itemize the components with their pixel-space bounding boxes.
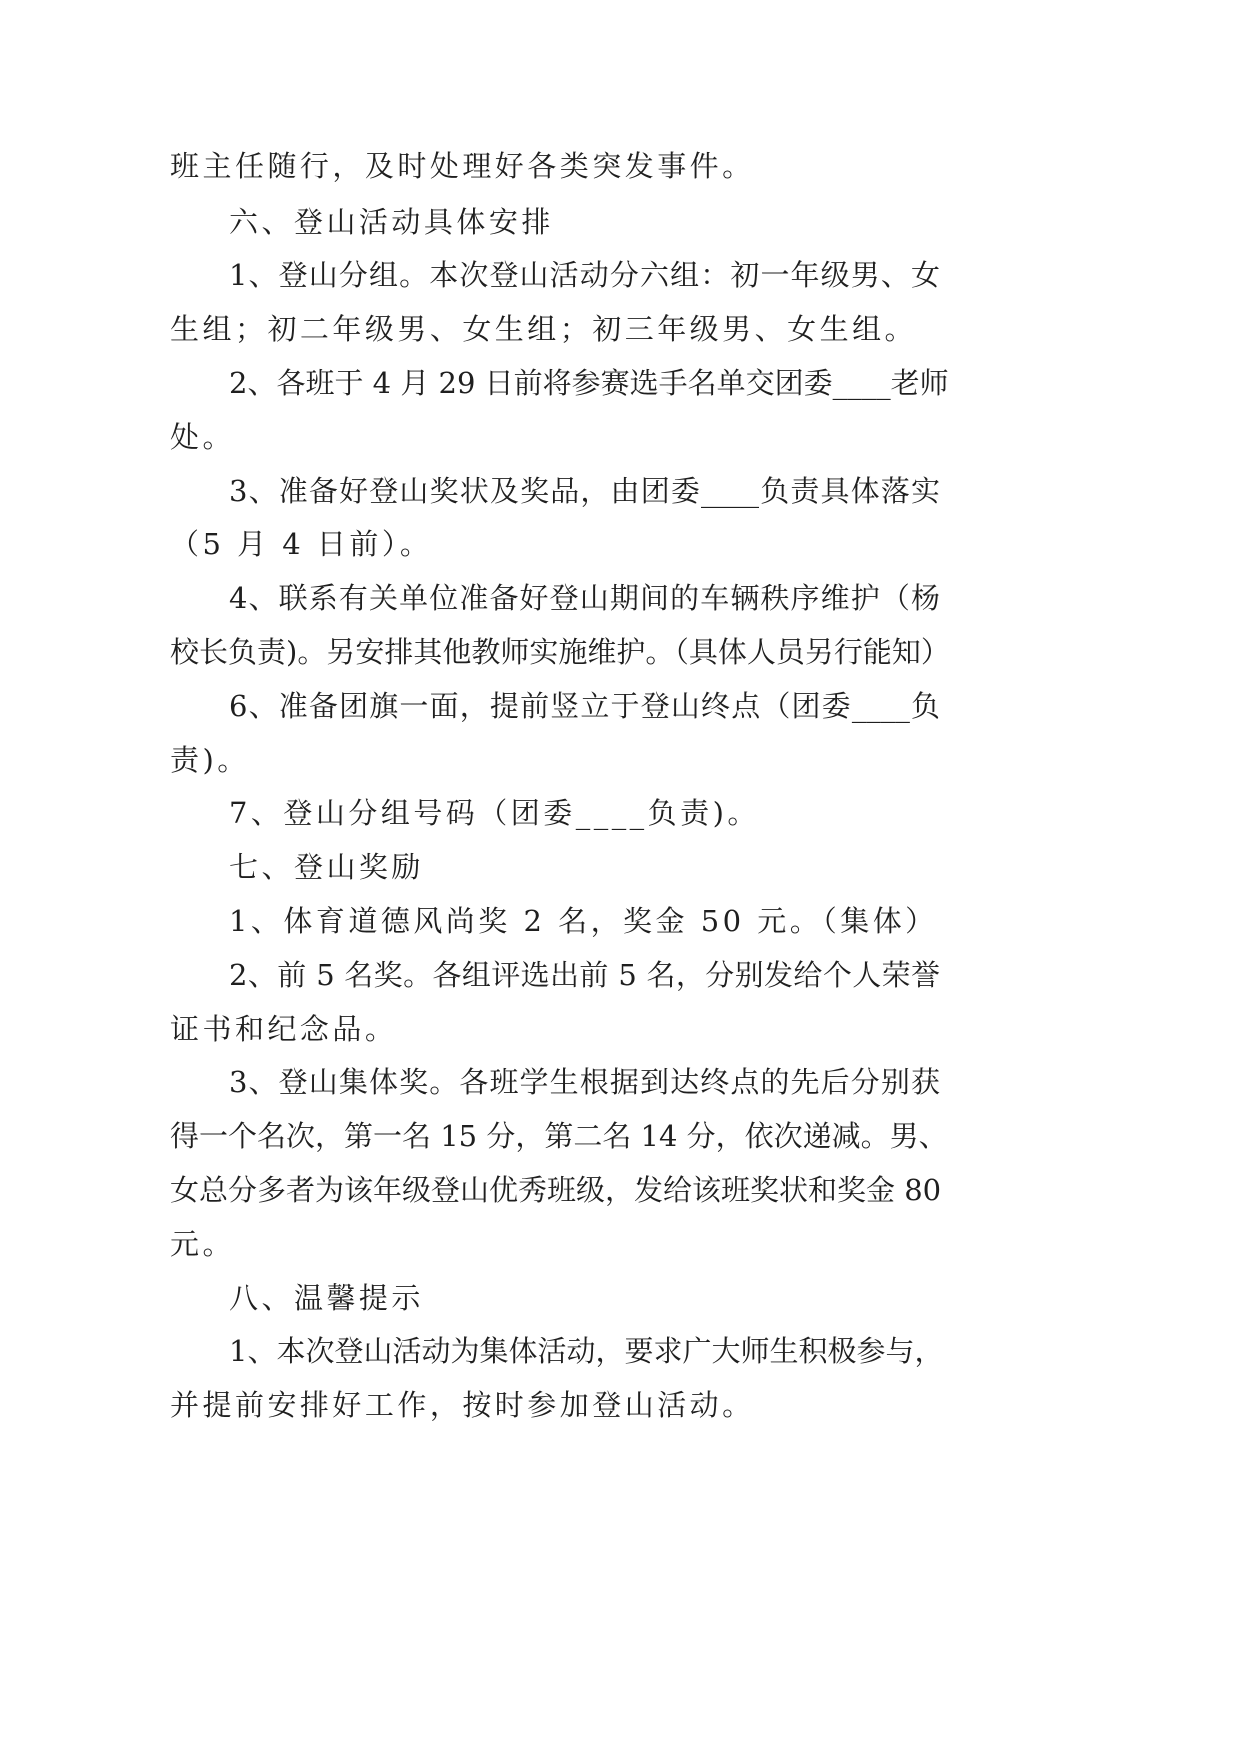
paragraph-line: 1、体育道德风尚奖 2 名，奖金 50 元。（集体）	[229, 904, 938, 938]
paragraph-line: 2、前 5 名奖。各组评选出前 5 名，分别发给个人荣誉	[229, 958, 940, 992]
paragraph-line: 7、登山分组号码（团委____负责)。	[229, 796, 760, 830]
section-heading-8: 八、温馨提示	[229, 1281, 424, 1315]
section-heading-7: 七、登山奖励	[229, 850, 424, 884]
paragraph-line: 1、登山分组。本次登山活动分六组：初一年级男、女	[229, 258, 940, 292]
paragraph-line: 校长负责)。另安排其他教师实施维护。（具体人员另行能知）	[170, 635, 950, 669]
paragraph-line: 3、准备好登山奖状及奖品，由团委____负责具体落实	[229, 474, 940, 508]
paragraph-line: 得一个名次，第一名 15 分，第二名 14 分，依次递减。男、	[170, 1119, 948, 1153]
paragraph-line: 生组；初二年级男、女生组；初三年级男、女生组。	[170, 312, 918, 346]
paragraph-line: 处。	[170, 420, 235, 454]
section-heading-6: 六、登山活动具体安排	[229, 205, 554, 239]
paragraph-line: 4、联系有关单位准备好登山期间的车辆秩序维护（杨	[229, 581, 940, 615]
paragraph-line: 3、登山集体奖。各班学生根据到达终点的先后分别获	[229, 1065, 940, 1099]
paragraph-line: 元。	[170, 1227, 235, 1261]
paragraph-line: 班主任随行，及时处理好各类突发事件。	[170, 149, 755, 183]
paragraph-line: 1、本次登山活动为集体活动，要求广大师生积极参与，	[229, 1334, 944, 1368]
paragraph-line: 女总分多者为该年级登山优秀班级，发给该班奖状和奖金 80	[170, 1173, 942, 1207]
paragraph-line: （5 月 4 日前）。	[170, 527, 433, 561]
paragraph-line: 并提前安排好工作，按时参加登山活动。	[170, 1388, 755, 1422]
paragraph-line: 证书和纪念品。	[170, 1012, 398, 1046]
paragraph-line: 6、准备团旗一面，提前竖立于登山终点（团委____负	[229, 689, 940, 723]
paragraph-line: 2、各班于 4 月 29 日前将参赛选手名单交团委____老师	[229, 366, 949, 400]
paragraph-line: 责)。	[170, 743, 250, 777]
